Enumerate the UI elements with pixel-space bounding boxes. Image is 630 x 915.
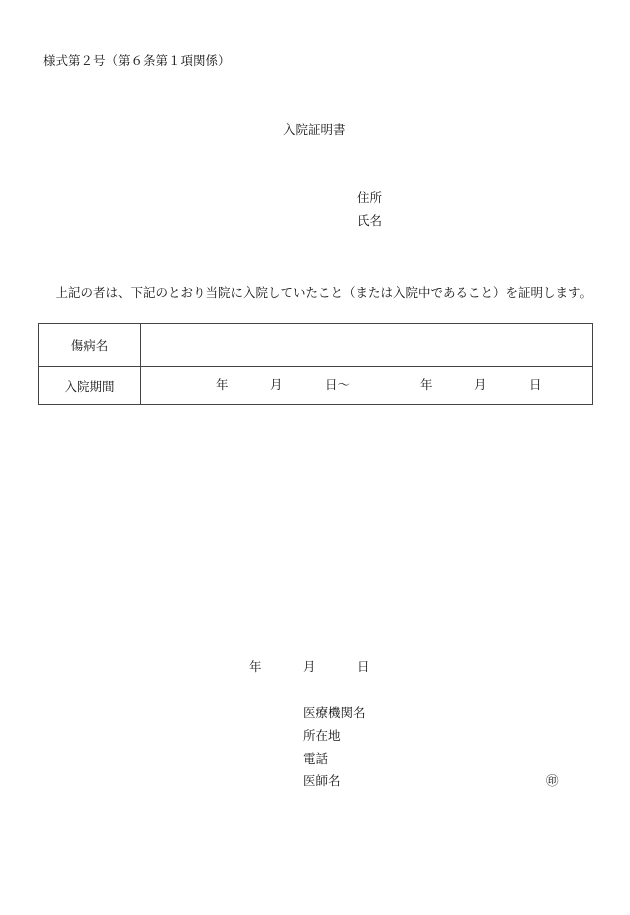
issue-day-label: 日 (357, 659, 370, 674)
issue-month-label: 月 (303, 659, 316, 674)
details-table (38, 323, 593, 405)
end-year-label: 年 (420, 377, 433, 392)
period-value (141, 367, 593, 405)
issue-year-label: 年 (249, 659, 262, 674)
institution-address-label: 所在地 (303, 728, 341, 743)
form-number: 様式第２号（第６条第１項関係） (43, 53, 231, 68)
address-label: 住所 (357, 190, 383, 205)
period-label: 入院期間 (39, 367, 141, 405)
certification-text: 上記の者は、下記のとおり当院に入院していたこと（または入院中であること）を証明します。 (55, 285, 593, 300)
end-month-label: 月 (474, 377, 487, 392)
institution-name-label: 医療機関名 (303, 705, 366, 720)
name-label: 氏名 (357, 213, 383, 228)
start-year-label: 年 (216, 377, 229, 392)
start-month-label: 月 (270, 377, 283, 392)
table-row-period (39, 367, 593, 405)
institution-phone-label: 電話 (303, 751, 329, 766)
disease-label: 傷病名 (39, 324, 141, 367)
document-title: 入院証明書 (283, 122, 346, 137)
end-day-label: 日 (529, 377, 542, 392)
seal-icon: ㊞ (546, 773, 559, 788)
start-day-label: 日～ (325, 377, 351, 392)
disease-value (141, 324, 593, 367)
table-row-disease (39, 324, 593, 367)
doctor-name-label: 医師名 (303, 773, 341, 788)
